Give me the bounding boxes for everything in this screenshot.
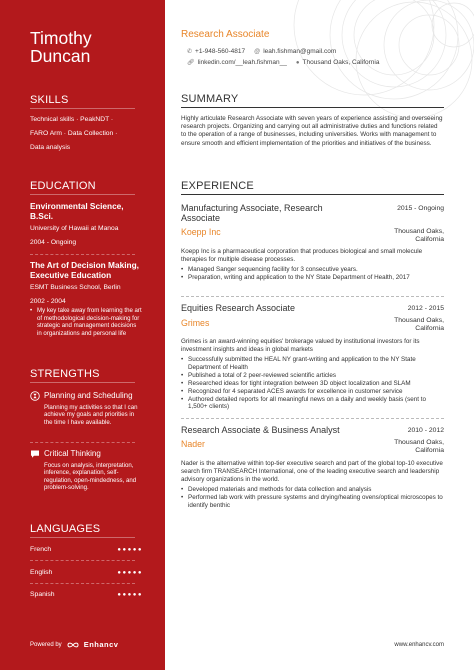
linkedin-value[interactable]: linkedin.com/__leah.fishman__ (197, 59, 287, 66)
school-name: University of Hawaii at Manoa (30, 225, 119, 232)
chat-bubble-icon (30, 449, 40, 459)
list-item: • Performed lab work with pressure systems and drying/heating ovens/optical microscopes to identify benthic (181, 494, 443, 510)
school-name: ESMT Business School, Berlin (30, 284, 121, 291)
main-content (165, 0, 474, 670)
proficiency-dots: ●●●●● (117, 592, 143, 598)
link-icon: 🔗︎ (187, 60, 195, 66)
linkedin (187, 59, 379, 66)
email-value[interactable]: leah.fishman@gmail.com (263, 48, 337, 55)
job-dates: 2010 - 2012 (407, 427, 444, 434)
divider (30, 583, 135, 584)
divider (181, 418, 444, 419)
strength-title: Planning and Scheduling (44, 391, 133, 400)
company-name: Koepp Inc (181, 227, 221, 237)
degree-line: B.Sci. (30, 211, 54, 221)
powered-by-label: Powered by (30, 641, 62, 648)
experience-heading: EXPERIENCE (181, 180, 254, 192)
degree-line: Executive Education (30, 270, 112, 280)
company-description: Koepp Inc is a pharmaceutical corporation that produces biological and small molecule therapies for multiple disease processes. (181, 248, 423, 264)
powered-by (30, 640, 118, 649)
skills-heading: SKILLS (30, 94, 69, 106)
language-name: English (30, 569, 53, 576)
candidate-name (30, 29, 92, 65)
education-bullets (30, 307, 142, 337)
divider (30, 108, 135, 109)
company-name: Grimes (181, 318, 210, 328)
job-title: Research Associate & Business Analyst (181, 425, 340, 435)
job-title: Equities Research Associate (181, 303, 296, 313)
skills-line: Technical skills · PeakNDT · (30, 116, 114, 123)
strength-title: Critical Thinking (44, 449, 101, 458)
job-dates: 2012 - 2015 (407, 305, 444, 312)
name-last: Duncan (30, 46, 91, 66)
education-heading: EDUCATION (30, 180, 96, 192)
list-item: • Authored detailed reports for all meaningful news on a daily and weekly basis (sent to 1,500+ clients) (181, 396, 443, 412)
at-icon: @ (254, 48, 261, 55)
skills-line: FARO Arm · Data Collection · (30, 130, 118, 137)
list-item: • Researched ideas for tight integration between 3D object localization and SLAM (181, 380, 443, 388)
degree-line: Environmental Science, (30, 201, 124, 211)
divider (30, 194, 135, 195)
skills-line: Data analysis (30, 144, 71, 151)
divider (181, 296, 444, 297)
footer-url[interactable]: www.enhancv.com (394, 642, 444, 648)
job-location: Thousand Oaks, California (394, 317, 444, 332)
divider (30, 560, 135, 561)
list-item: • Successfully submitted the HEAL NY grant-writing and application to the NY State Department of Health (181, 356, 443, 372)
divider (30, 382, 135, 383)
enhancv-logo-icon (67, 641, 79, 649)
hourglass-icon (30, 391, 40, 401)
location-value: Thousand Oaks, California (302, 59, 380, 66)
language-name: Spanish (30, 591, 55, 598)
job-location: Thousand Oaks, California (394, 439, 444, 454)
proficiency-dots: ●●●●● (117, 547, 143, 553)
job-bullets (181, 486, 443, 510)
degree-line: The Art of Decision Making, (30, 260, 139, 270)
job-bullets (181, 266, 443, 282)
education-dates: 2004 - Ongoing (30, 239, 77, 246)
company-description: Nader is the alternative within top-tier executive search and part of the global top-10 executive search firm TRANSEARCH International, one of the leading executive search and leadership advisory organizations in the world. (181, 460, 443, 484)
company-name: Nader (181, 439, 205, 449)
name-first: Timothy (30, 28, 92, 48)
education-dates: 2002 - 2004 (30, 298, 66, 305)
job-dates: 2015 - Ongoing (397, 205, 444, 212)
languages-heading: LANGUAGES (30, 523, 101, 535)
enhancv-brand[interactable]: Enhancv (83, 640, 119, 649)
job-title-headline: Research Associate (181, 29, 270, 40)
job-bullets (181, 356, 443, 411)
summary-text: Highly articulate Research Associate with seven years of experience assisting and overseeing research projects. Organizing and carrying out all administrative duties and functions related to the operation of a range of businesses, including universities. Works with management to ensure smooth and efficient implementation of the priorities and initiatives of the business. (181, 115, 443, 147)
divider (181, 107, 444, 108)
list-item: • My key take away from learning the art of methodological decision-making for strategic and management decisions in organizations and personal life (30, 307, 142, 337)
divider (30, 537, 135, 538)
list-item: • Preparation, writing and application to the NY State Department of Health, 2017 (181, 274, 443, 282)
list-item: • Recognized for 4 separated ACES awards for excellence in customer service (181, 388, 443, 396)
degree-title (30, 201, 124, 221)
location-pin-icon: ● (295, 59, 300, 66)
job-title: Manufacturing Associate, Research Associate (181, 203, 323, 223)
list-item: • Managed Sanger sequencing facility for 3 consecutive years. (181, 266, 443, 274)
phone (187, 48, 336, 55)
strength-description: Planning my activities so that I can achieve my goals and priorities in the time I have available. (44, 404, 138, 426)
strengths-heading: STRENGTHS (30, 368, 100, 380)
company-description: Grimes is an award-winning equities' brokerage valued by institutional investors for its investment insights and ideas in global markets (181, 338, 420, 354)
divider (181, 194, 444, 195)
degree-title (30, 260, 139, 280)
divider (30, 254, 135, 255)
divider (30, 442, 135, 443)
summary-heading: SUMMARY (181, 93, 239, 105)
job-location: Thousand Oaks, California (394, 228, 444, 243)
strength-description: Focus on analysis, interpretation, inference, explanation, self-regulation, open-mindedness, and problem-solving. (44, 462, 137, 492)
list-item: • Published a total of 2 peer-reviewed scientific articles (181, 372, 443, 380)
sidebar (0, 0, 165, 670)
list-item: • Developed materials and methods for data collection and analysis (181, 486, 443, 494)
phone-value[interactable]: +1-948-560-4817 (195, 48, 246, 55)
language-name: French (30, 546, 52, 553)
proficiency-dots: ●●●●● (117, 570, 143, 576)
phone-icon: ✆ (187, 49, 193, 55)
